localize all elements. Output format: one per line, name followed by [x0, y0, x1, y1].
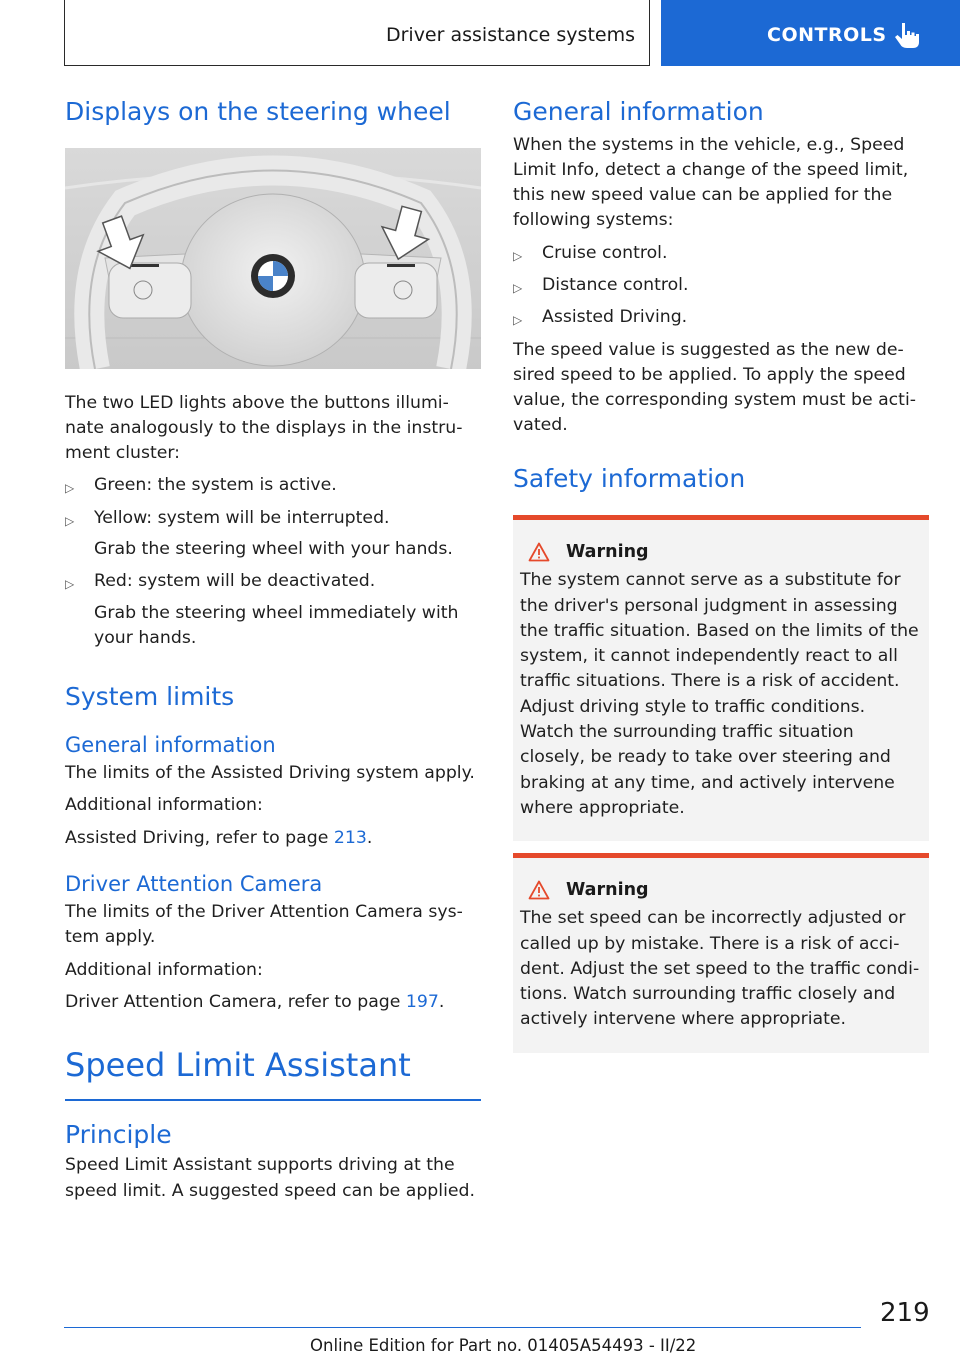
- triangle-bullet-icon: ▷: [65, 577, 75, 592]
- list-item: ▷ Yellow: system will be interrupted. Grab the steering wheel with your hands.: [65, 507, 453, 559]
- speed-value-text: The speed value is suggested as the new desired speed to be applied. To apply the speed value, the corresponding system must be activated.: [513, 339, 917, 436]
- warning-box: [513, 853, 929, 1052]
- heading-safety-information: Safety information: [513, 463, 746, 493]
- triangle-bullet-icon: ▷: [513, 280, 523, 295]
- warning-header: [520, 542, 921, 562]
- warning-text: The set speed can be incorrectly adjusted or called up by mistake. There is a risk of accident. Adjust the set speed to the traffic conditions. Watch surrounding traffic closely and actively intervene where appropriate.: [520, 908, 920, 1030]
- triangle-bullet-icon: ▷: [65, 513, 75, 528]
- heading-speed-limit-assistant: Speed Limit Assistant: [65, 1046, 411, 1085]
- list-item: ▷ Green: the system is active.: [65, 473, 481, 498]
- warning-header: [520, 880, 921, 900]
- heading-principle: Principle: [65, 1119, 172, 1149]
- warning-title: Warning: [566, 880, 649, 901]
- triangle-bullet-icon: ▷: [65, 481, 75, 496]
- systems-list: [513, 241, 929, 331]
- heading-displays-steering-wheel: Displays on the steering wheel: [65, 97, 451, 126]
- steering-wheel-image: [65, 148, 481, 369]
- limits-text: The limits of the Assisted Driving system apply.: [65, 762, 475, 783]
- additional-info-label: Additional information:: [65, 795, 263, 816]
- list-item: ▷ Assisted Driving.: [513, 305, 929, 330]
- additional-info-label: Additional information:: [65, 959, 263, 980]
- heading-system-limits: System limits: [65, 682, 235, 712]
- triangle-bullet-icon: ▷: [513, 313, 523, 328]
- camera-limits-text: The limits of the Driver Attention Camera system apply.: [65, 902, 463, 948]
- header-chapter-tab: [661, 0, 960, 66]
- page-number: 219: [880, 1298, 930, 1328]
- warning-triangle-icon: [528, 880, 550, 900]
- warning-box: [513, 515, 929, 841]
- list-item: ▷ Cruise control.: [513, 241, 929, 266]
- pointing-hand-icon: [893, 20, 921, 52]
- triangle-bullet-icon: ▷: [513, 248, 523, 263]
- driver-camera-reference: Driver Attention Camera, refer to page 197.: [65, 992, 445, 1013]
- led-intro-text: The two LED lights above the buttons illuminate analogously to the displays in the instrument cluster:: [65, 392, 463, 464]
- left-column: [65, 96, 481, 1204]
- warning-text: The system cannot serve as a substitute for the driver's personal judgment in assessing the traffic situation. Based on the limits of the system, it cannot independently react to all traffic situations. There is a risk of accident. Adjust driving style to traffic conditions. Watch the surrounding traffic situation closely, be ready to take over steering and braking at any time, and actively intervene where appropriate.: [520, 570, 919, 818]
- header-section-title: Driver assistance systems: [385, 24, 635, 46]
- header-section-box: [64, 0, 650, 66]
- warning-triangle-icon: [528, 542, 550, 562]
- heading-driver-attention-camera: Driver Attention Camera: [65, 871, 323, 896]
- page-link-197[interactable]: 197: [405, 992, 439, 1013]
- steering-wheel-illustration: [65, 148, 481, 369]
- warning-title: Warning: [566, 542, 649, 563]
- heading-general-information: General information: [513, 97, 764, 126]
- list-item: ▷ Red: system will be deactivated. Grab the steering wheel immediately with your hands.: [65, 571, 459, 648]
- principle-text: Speed Limit Assistant supports driving at the speed limit. A suggested speed can be applied.: [65, 1155, 475, 1201]
- right-column: [513, 96, 929, 1053]
- footer-rule: [64, 1327, 861, 1328]
- general-info-text: When the systems in the vehicle, e.g., Speed Limit Info, detect a change of the speed limit, this new speed value can be applied for the following systems:: [513, 134, 909, 231]
- header-chapter-title: CONTROLS: [767, 24, 887, 46]
- heading-underline: [65, 1099, 481, 1101]
- list-item: ▷ Distance control.: [513, 273, 929, 298]
- heading-general-information: General information: [65, 732, 276, 757]
- footer-edition: Online Edition for Part no. 01405A54493 - II/22: [310, 1336, 697, 1355]
- page-link-213[interactable]: 213: [333, 827, 367, 848]
- assisted-driving-reference: Assisted Driving, refer to page 213.: [65, 827, 373, 848]
- led-status-list: [65, 473, 481, 651]
